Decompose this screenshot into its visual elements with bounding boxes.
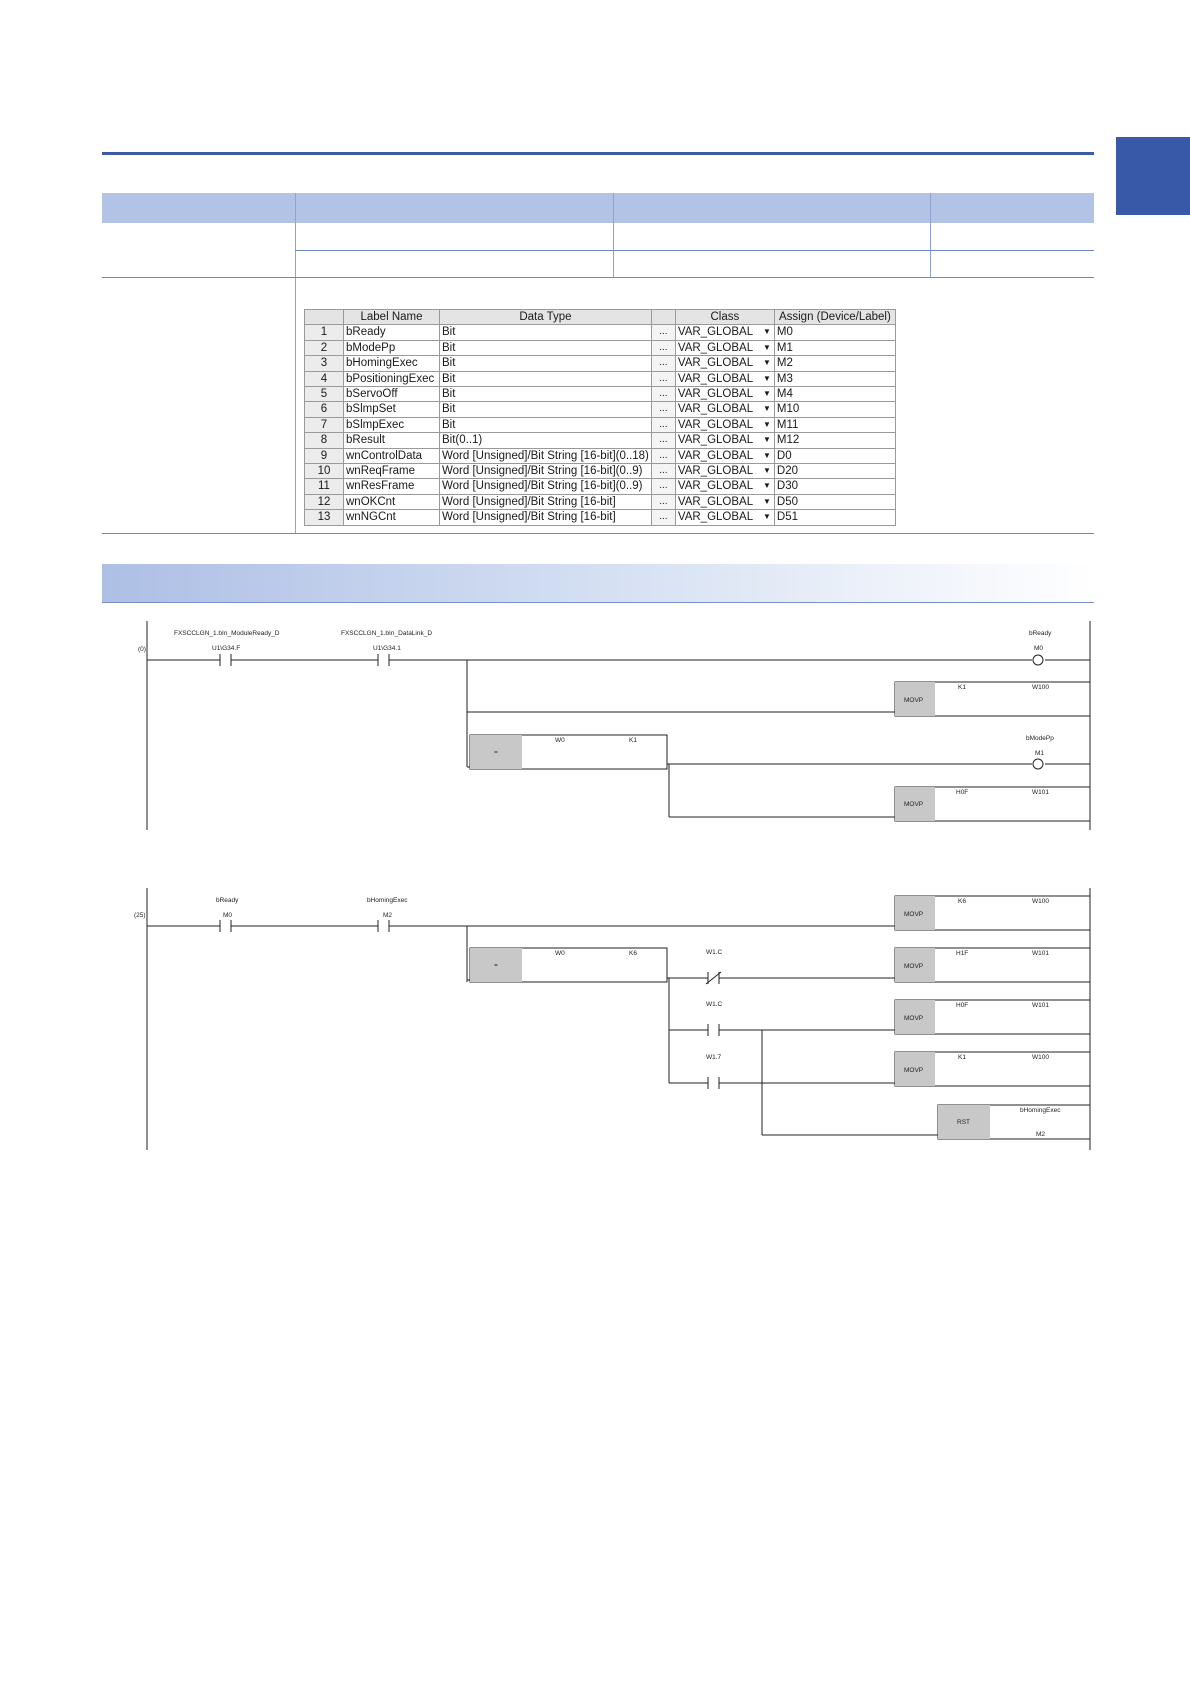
assign-cell-text: M10 — [776, 403, 800, 416]
dropdown-arrow-icon[interactable]: ▼ — [762, 496, 771, 506]
contact-device: W1.C — [706, 949, 723, 956]
col-class: Class — [675, 310, 774, 325]
contact-no-w1c — [706, 1001, 723, 1036]
instruction: RST — [957, 1119, 970, 1126]
data-type-cell-text: Bit — [442, 418, 456, 431]
coil-label: bModePp — [1026, 735, 1054, 742]
col-data-type: Data Type — [440, 310, 652, 325]
compare-block — [467, 735, 667, 769]
row-number-text: 12 — [317, 495, 331, 508]
instruction: = — [494, 962, 498, 969]
contact-bhomingexec — [367, 897, 408, 932]
operand-dest: W100 — [1032, 684, 1049, 691]
operand-2: K6 — [629, 950, 637, 957]
assign-cell-text: D0 — [776, 449, 792, 462]
operand-source: K1 — [958, 1054, 966, 1061]
operand-dest: W100 — [1032, 1054, 1049, 1061]
contact-no-w17 — [706, 1054, 722, 1089]
contact-bready — [216, 897, 239, 932]
label-name-cell-text: bModePp — [346, 341, 396, 354]
dropdown-arrow-icon[interactable]: ▼ — [762, 373, 771, 383]
dropdown-arrow-icon[interactable]: ▼ — [762, 450, 771, 460]
label-name-cell-text: bSlmpExec — [346, 418, 405, 431]
browse-button[interactable]: ... — [651, 510, 675, 525]
class-cell-text: VAR_GLOBAL — [677, 326, 754, 339]
assign-cell-text: M2 — [776, 357, 793, 370]
class-cell-text: VAR_GLOBAL — [677, 465, 754, 478]
contact-module-ready — [174, 630, 280, 666]
browse-button[interactable]: ... — [651, 448, 675, 463]
dropdown-arrow-icon[interactable]: ▼ — [762, 389, 771, 399]
operand-dest: W101 — [1032, 1002, 1049, 1009]
assign-cell-text: M12 — [776, 434, 800, 447]
data-type-cell-text: Bit — [442, 372, 456, 385]
class-cell-text: VAR_GLOBAL — [677, 418, 754, 431]
dropdown-arrow-icon[interactable]: ▼ — [762, 435, 771, 445]
contact-label: FXSCCLGN_1.bIn_DataLink_D — [341, 630, 433, 637]
movp-block-1 — [895, 682, 1090, 716]
dropdown-arrow-icon[interactable]: ▼ — [762, 358, 771, 368]
browse-button[interactable]: ... — [651, 402, 675, 417]
rst-block — [938, 1105, 1090, 1139]
assign-cell-text: D51 — [776, 511, 798, 524]
class-cell-text: VAR_GLOBAL — [677, 357, 754, 370]
operand-1: W0 — [555, 950, 565, 957]
class-cell-text: VAR_GLOBAL — [677, 495, 754, 508]
row-number-text: 3 — [320, 357, 328, 370]
contact-device: W1.7 — [706, 1054, 722, 1061]
class-cell-text: VAR_GLOBAL — [677, 434, 754, 447]
row-number-text: 13 — [317, 511, 331, 524]
operand-source: H1F — [956, 950, 969, 957]
assign-cell-text: M1 — [776, 341, 793, 354]
data-type-cell-text: Word [Unsigned]/Bit String [16-bit] — [442, 495, 616, 508]
contact-label: bHomingExec — [367, 897, 408, 904]
class-cell-text: VAR_GLOBAL — [677, 388, 754, 401]
browse-button[interactable]: ... — [651, 340, 675, 355]
col-label-name: Label Name — [344, 310, 440, 325]
label-name-cell-text: bServoOff — [346, 388, 398, 401]
instruction: MOVP — [904, 911, 924, 918]
operand-label: bHomingExec — [1020, 1107, 1061, 1114]
label-name-cell-text: bPositioningExec — [346, 372, 435, 385]
label-name-cell-text: bResult — [346, 434, 385, 447]
contact-device: M0 — [223, 912, 233, 919]
class-cell-text: VAR_GLOBAL — [677, 480, 754, 493]
operand-source: H0F — [956, 1002, 969, 1009]
operand-2: K1 — [629, 737, 637, 744]
data-type-cell-text: Word [Unsigned]/Bit String [16-bit](0..9) — [442, 480, 643, 493]
assign-cell-text: M0 — [776, 326, 793, 339]
ladder-rung-1 — [138, 621, 1090, 830]
compare-block — [467, 948, 667, 982]
contact-label: bReady — [216, 897, 239, 904]
row-number-text: 5 — [320, 388, 328, 401]
label-name-cell-text: bSlmpSet — [346, 403, 396, 416]
contact-device: M2 — [383, 912, 393, 919]
movp-block-2 — [895, 948, 1090, 982]
step-number: (25) — [134, 912, 146, 919]
class-cell-text: VAR_GLOBAL — [677, 372, 754, 385]
assign-cell-text: M4 — [776, 388, 793, 401]
label-name-cell-text: wnControlData — [346, 449, 423, 462]
operand-dest: W101 — [1032, 789, 1049, 796]
instruction: MOVP — [904, 697, 924, 704]
assign-cell-text: M11 — [776, 418, 799, 431]
dropdown-arrow-icon[interactable]: ▼ — [762, 327, 771, 337]
instruction: MOVP — [904, 801, 924, 808]
browse-button[interactable]: ... — [651, 494, 675, 509]
row-number-text: 6 — [320, 403, 328, 416]
label-name-cell-text: wnReqFrame — [346, 465, 416, 478]
class-cell-text: VAR_GLOBAL — [677, 449, 754, 462]
row-number-text: 4 — [320, 372, 328, 385]
browse-button[interactable]: ... — [651, 479, 675, 494]
contact-label: FXSCCLGN_1.bIn_ModuleReady_D — [174, 630, 280, 637]
coil-device: M1 — [1035, 750, 1045, 757]
operand-source: K1 — [958, 684, 966, 691]
operand-source: K6 — [958, 898, 966, 905]
contact-device: U1\G34.1 — [373, 645, 401, 652]
movp-block-4 — [895, 1052, 1090, 1086]
operand-dest: W100 — [1032, 898, 1049, 905]
assign-cell-text: D20 — [776, 465, 798, 478]
row-number-text: 10 — [317, 465, 331, 478]
label-name-cell-text: wnOKCnt — [346, 495, 396, 508]
col-assign: Assign (Device/Label) — [774, 310, 895, 325]
instruction: = — [494, 749, 498, 756]
label-name-cell-text: bReady — [346, 326, 386, 339]
movp-block-1 — [895, 896, 1090, 930]
data-type-cell-text: Word [Unsigned]/Bit String [16-bit](0..18) — [442, 449, 649, 462]
row-number-text: 7 — [320, 418, 328, 431]
row-number-text: 9 — [320, 449, 328, 462]
browse-button[interactable]: ... — [651, 356, 675, 371]
coil-device: M0 — [1034, 645, 1044, 652]
browse-button[interactable]: ... — [651, 417, 675, 432]
dropdown-arrow-icon[interactable]: ▼ — [762, 404, 771, 414]
instruction: MOVP — [904, 1067, 924, 1074]
label-name-cell-text: wnResFrame — [346, 480, 415, 493]
ladder-rung-2 — [134, 888, 1090, 1150]
movp-block-2 — [895, 787, 1090, 821]
label-name-cell-text: bHomingExec — [346, 357, 418, 370]
contact-device: U1\G34.F — [212, 645, 241, 652]
data-type-cell-text: Bit — [442, 403, 456, 416]
operand-dest: W101 — [1032, 950, 1049, 957]
assign-cell-text: D50 — [776, 495, 798, 508]
step-number: (0) — [138, 646, 146, 653]
operand-source: H0F — [956, 789, 969, 796]
row-number-text: 1 — [320, 326, 328, 339]
data-type-cell-text: Bit — [442, 341, 456, 354]
coil-label: bReady — [1029, 630, 1052, 637]
row-number-text: 2 — [320, 341, 328, 354]
assign-cell-text: D30 — [776, 480, 798, 493]
class-cell-text: VAR_GLOBAL — [677, 511, 754, 524]
movp-block-3 — [895, 1000, 1090, 1034]
browse-button[interactable]: ... — [651, 387, 675, 402]
row-number-text: 8 — [320, 434, 328, 447]
dropdown-arrow-icon[interactable]: ▼ — [762, 466, 771, 476]
data-type-cell-text: Bit — [442, 326, 456, 339]
assign-cell-text: M3 — [776, 372, 793, 385]
browse-button[interactable]: ... — [651, 325, 675, 340]
row-number-text: 11 — [318, 480, 330, 493]
label-name-cell-text: wnNGCnt — [346, 511, 396, 524]
dropdown-arrow-icon[interactable]: ▼ — [762, 419, 771, 429]
contact-nc-w1c — [706, 949, 723, 984]
dropdown-arrow-icon[interactable]: ▼ — [762, 512, 771, 522]
operand-1: W0 — [555, 737, 565, 744]
browse-button[interactable]: ... — [651, 371, 675, 386]
dropdown-arrow-icon[interactable]: ▼ — [762, 342, 771, 352]
instruction: MOVP — [904, 963, 924, 970]
data-type-cell-text: Word [Unsigned]/Bit String [16-bit](0..9) — [442, 465, 643, 478]
operand-device: M2 — [1036, 1131, 1046, 1138]
data-type-cell-text: Bit — [442, 357, 456, 370]
browse-button[interactable]: ... — [651, 464, 675, 479]
contact-device: W1.C — [706, 1001, 723, 1008]
data-type-cell-text: Bit — [442, 388, 456, 401]
class-cell-text: VAR_GLOBAL — [677, 341, 754, 354]
data-type-cell-text: Bit(0..1) — [442, 434, 483, 447]
class-cell-text: VAR_GLOBAL — [677, 403, 754, 416]
dropdown-arrow-icon[interactable]: ▼ — [762, 481, 771, 491]
browse-button[interactable]: ... — [651, 433, 675, 448]
contact-data-link — [341, 630, 432, 666]
data-type-cell-text: Word [Unsigned]/Bit String [16-bit] — [442, 511, 616, 524]
instruction: MOVP — [904, 1015, 924, 1022]
